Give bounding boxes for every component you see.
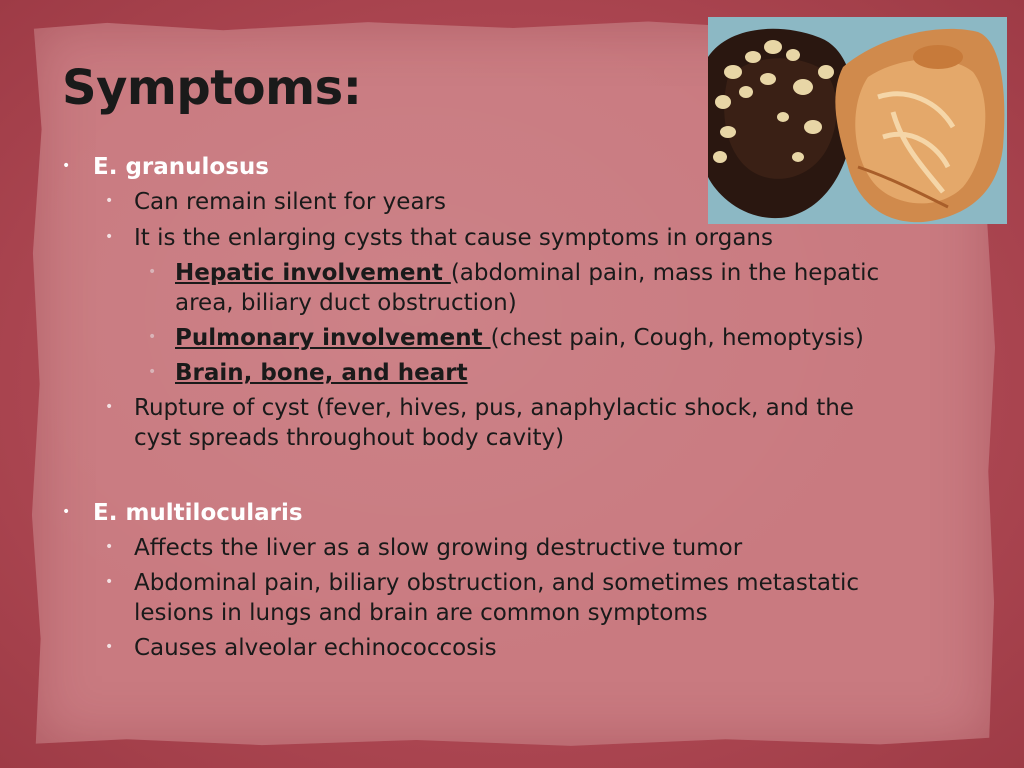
pulmonary-text: (chest pain, Cough, hemoptysis) (490, 325, 864, 351)
specimen-photo (708, 17, 1007, 224)
hepatic-label: Hepatic involvement (175, 260, 451, 286)
list-item: Causes alveolar echinococcosis (134, 635, 497, 661)
bullet-icon: • (148, 264, 157, 280)
bullet-icon: • (148, 364, 157, 380)
bullet-icon: • (105, 539, 114, 555)
bullet-icon: • (62, 158, 71, 174)
bullet-icon: • (105, 229, 114, 245)
list-item: It is the enlarging cysts that cause symptoms in organs (134, 225, 773, 251)
list-item-rupture: Rupture of cyst (fever, hives, pus, anaphylactic shock, and the (134, 395, 854, 421)
list-item-rupture-cont: cyst spreads throughout body cavity) (134, 425, 565, 451)
sub-item-hepatic-cont: area, biliary duct obstruction) (175, 290, 517, 316)
pulmonary-label: Pulmonary involvement (175, 325, 491, 351)
slide-title: Symptoms: (62, 60, 362, 116)
list-item: Can remain silent for years (134, 189, 446, 215)
brain-bone-heart-label: Brain, bone, and heart (175, 360, 468, 386)
list-item: Abdominal pain, biliary obstruction, and sometimes metastatic (134, 570, 859, 596)
list-item-cont: lesions in lungs and brain are common symptoms (134, 600, 708, 626)
section-heading-multilocularis: E. multilocularis (93, 500, 303, 526)
bullet-icon: • (105, 399, 114, 415)
list-item: Affects the liver as a slow growing destructive tumor (134, 535, 743, 561)
bullet-icon: • (105, 574, 114, 590)
hepatic-text: (abdominal pain, mass in the hepatic (450, 260, 880, 286)
liver-cyst-image (708, 17, 1007, 224)
section-heading-granulosus: E. granulosus (93, 154, 269, 180)
bullet-icon: • (148, 329, 157, 345)
bullet-icon: • (105, 193, 114, 209)
bullet-icon: • (105, 639, 114, 655)
bullet-icon: • (62, 504, 71, 520)
